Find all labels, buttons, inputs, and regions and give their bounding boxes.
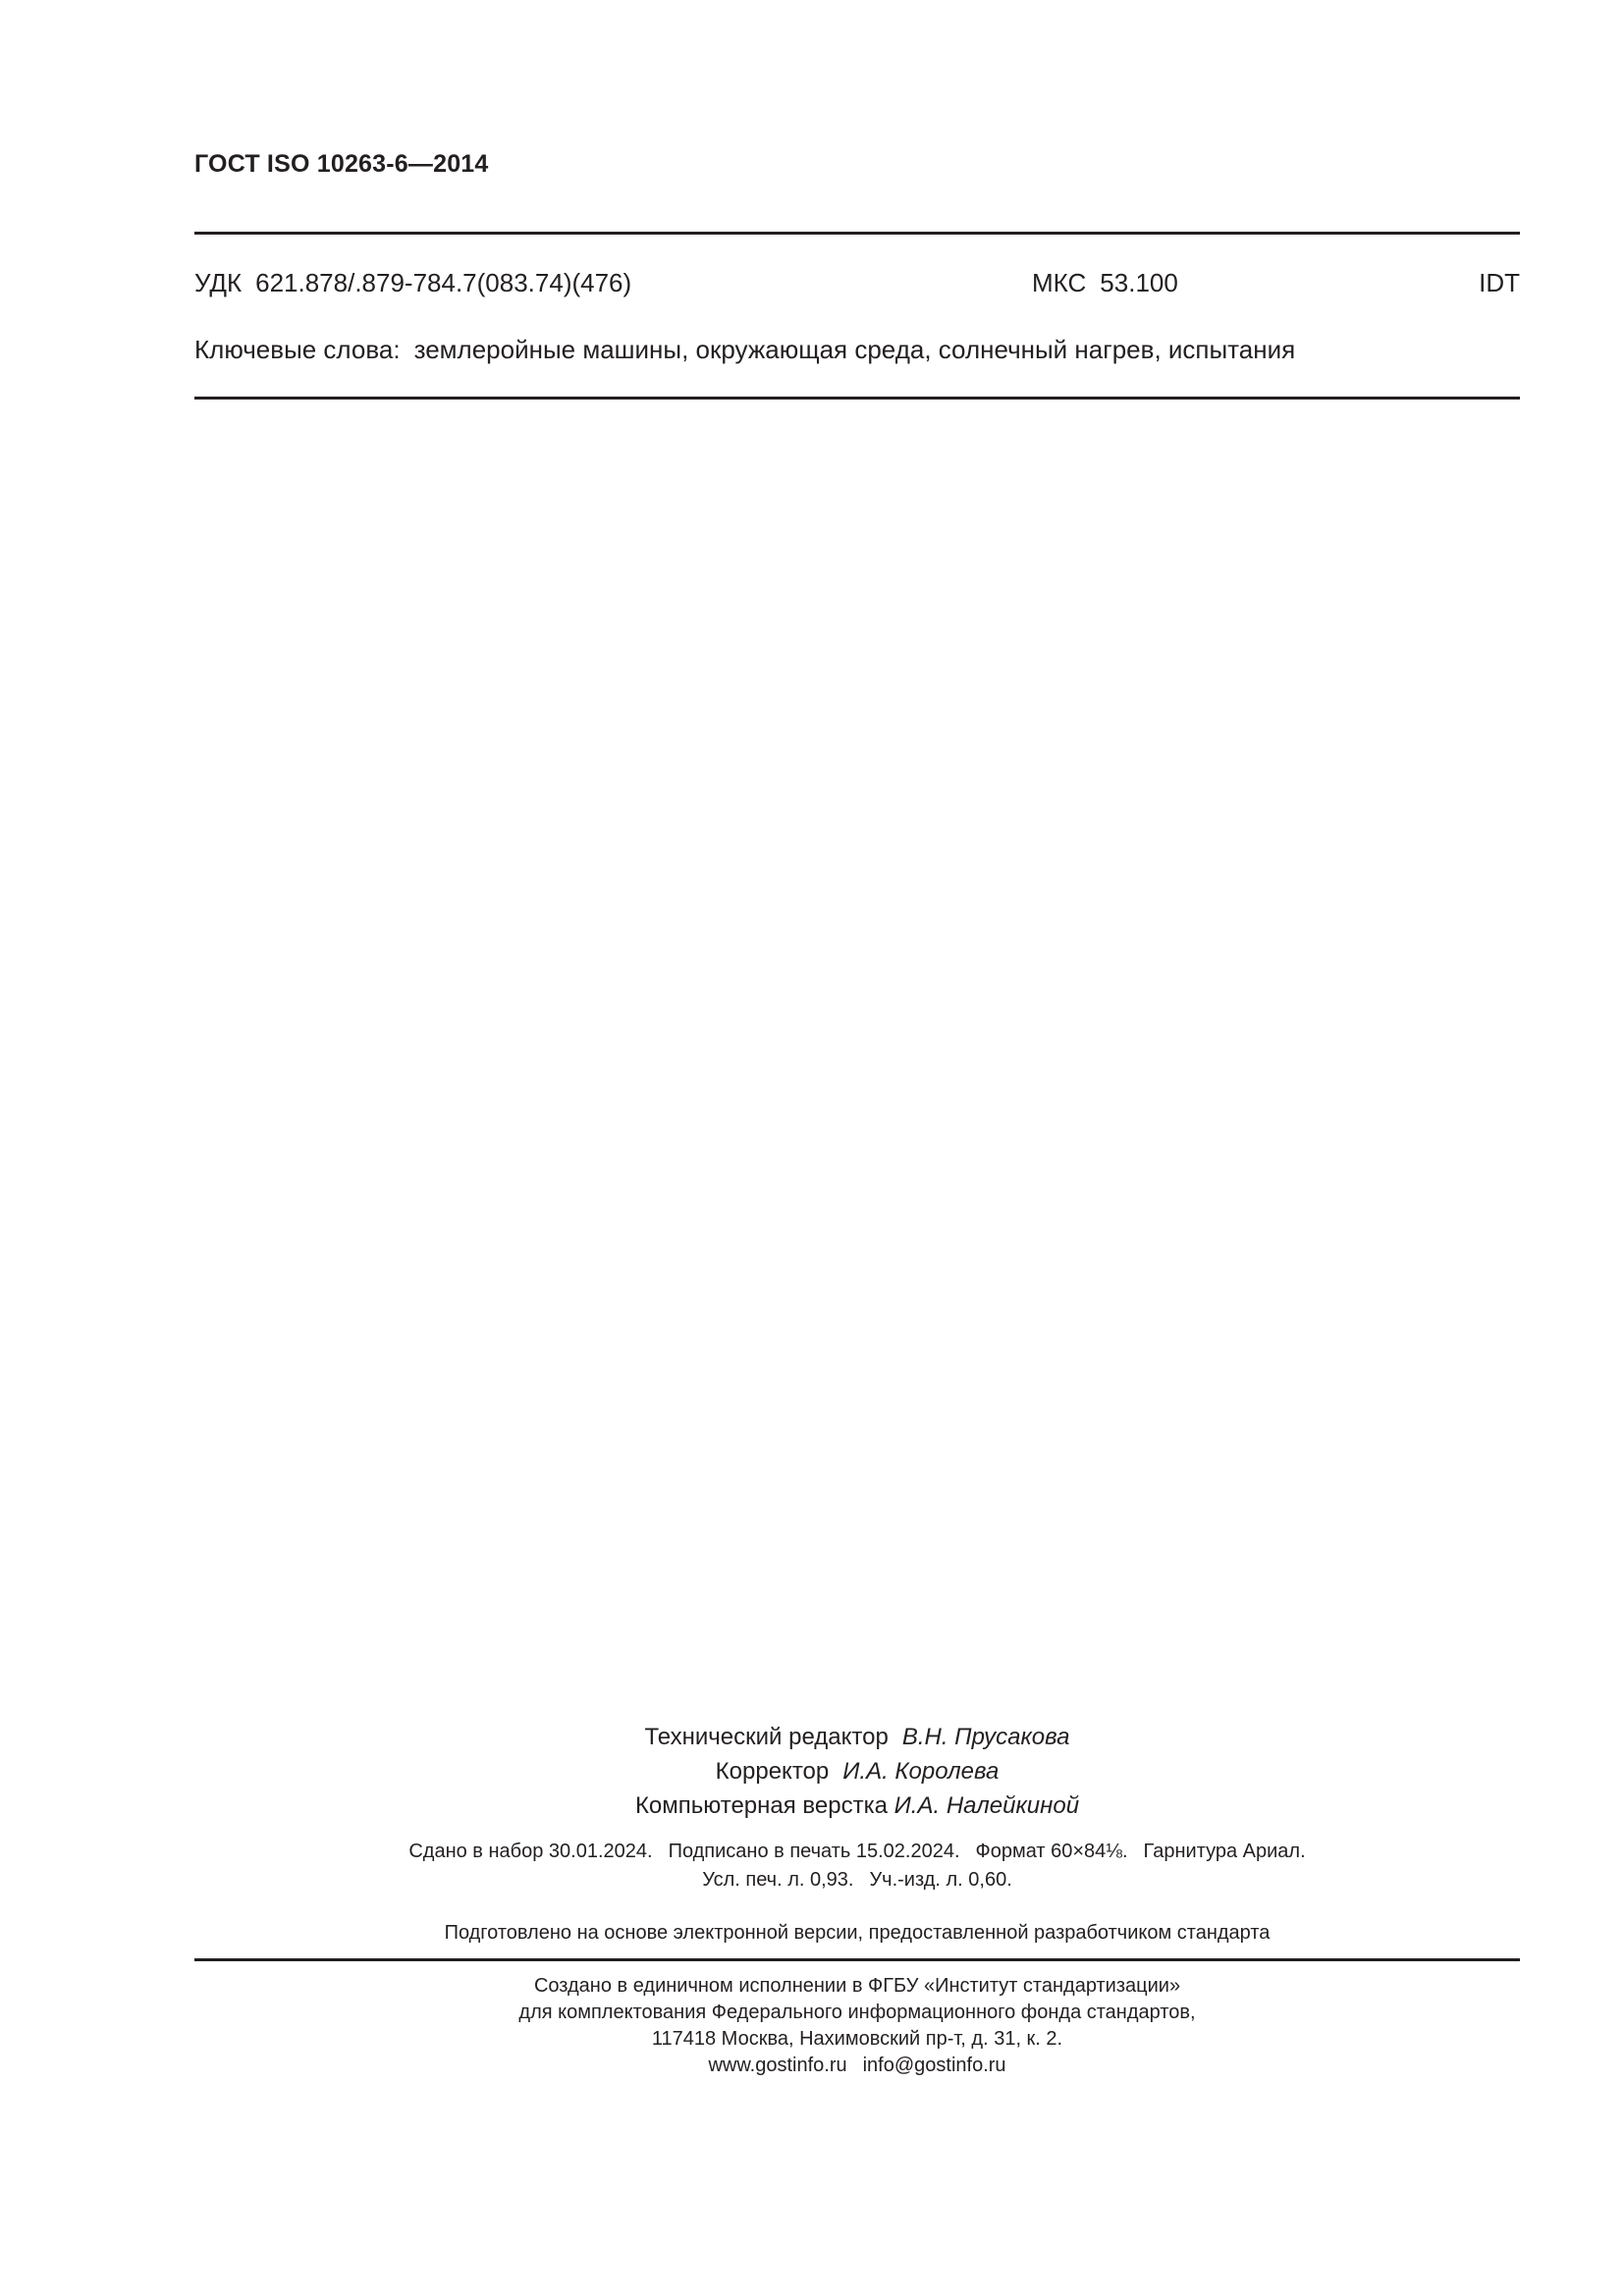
credit-role: Корректор — [715, 1758, 830, 1785]
credit-corrector — [194, 1754, 1520, 1789]
submitted-date: Сдано в набор 30.01.2024. — [408, 1841, 653, 1862]
print-info — [194, 1838, 1520, 1895]
print-sheets: Усл. печ. л. 0,93. — [702, 1869, 854, 1891]
equivalence-code: IDT — [1479, 268, 1520, 297]
mks-value: 53.100 — [1100, 268, 1178, 297]
publisher-address: 117418 Москва, Нахимовский пр-т, д. 31, к. 2. — [651, 2028, 1063, 2050]
keywords-line — [194, 335, 1295, 365]
credit-layout — [194, 1789, 1520, 1823]
credit-role: Компьютерная верстка — [634, 1792, 888, 1819]
credit-name: И.А. Королева — [842, 1758, 1000, 1785]
footer-divider — [194, 1958, 1520, 1961]
credit-name: И.А. Налейкиной — [893, 1792, 1080, 1819]
document-code: ГОСТ ISO 10263-6—2014 — [194, 150, 489, 178]
print-info-line-2 — [194, 1866, 1520, 1895]
paper-format: Формат 60×84⅛. — [975, 1841, 1128, 1862]
prepared-note: Подготовлено на основе электронной версии, предоставленной разработчиком стандарта — [444, 1922, 1271, 1944]
keywords-value: землеройные машины, окружающая среда, солнечный нагрев, испытания — [413, 335, 1296, 364]
udk-value: 621.878/.879-784.7(083.74)(476) — [255, 268, 632, 297]
top-divider — [194, 232, 1520, 235]
keywords-label: Ключевые слова: — [194, 335, 401, 364]
publisher-line: для комплектования Федерального информационного фонда стандартов, — [518, 2002, 1196, 2023]
classification-row — [194, 268, 1520, 301]
credit-technical-editor — [194, 1720, 1520, 1754]
print-info-line-1 — [194, 1838, 1520, 1866]
credit-role: Технический редактор — [644, 1724, 889, 1750]
editorial-credits — [194, 1720, 1520, 1823]
publisher-line: Создано в единичном исполнении в ФГБУ «Институт стандартизации» — [533, 1975, 1181, 1997]
publisher-contacts — [194, 2053, 1520, 2079]
publisher-info — [194, 1973, 1520, 2079]
udk-code — [194, 268, 631, 298]
website-link[interactable]: www.gostinfo.ru — [708, 2055, 847, 2076]
mks-code — [1032, 268, 1178, 298]
credit-name: В.Н. Прусакова — [901, 1724, 1070, 1750]
typeface: Гарнитура Ариал. — [1143, 1841, 1306, 1862]
publisher-sheets: Уч.-изд. л. 0,60. — [869, 1869, 1012, 1891]
header-bottom-divider — [194, 397, 1520, 400]
mks-label: МКС — [1032, 268, 1087, 297]
email-link[interactable]: info@gostinfo.ru — [862, 2055, 1006, 2076]
udk-label: УДК — [194, 268, 243, 297]
signed-date: Подписано в печать 15.02.2024. — [668, 1841, 960, 1862]
